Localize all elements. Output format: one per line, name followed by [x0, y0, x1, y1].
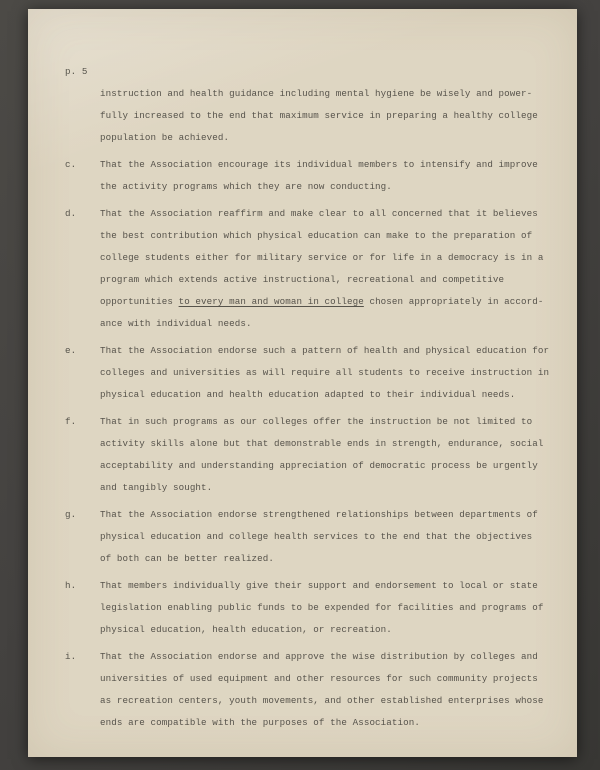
text-line: That the Association reaffirm and make clear to all concerned that it believes [100, 208, 538, 219]
text-line: as recreation centers, youth movements, and other established enterprises whose [100, 695, 544, 706]
text-line: ends are compatible with the purposes of the Association. [100, 717, 420, 728]
item-label: d. [65, 208, 77, 219]
item-row [65, 340, 551, 406]
item-row [65, 575, 551, 641]
text-line: That the Association endorse such a pattern of health and physical education for [100, 345, 550, 356]
item-label: g. [65, 509, 77, 520]
underlined-phrase: to every man and woman in college [178, 296, 364, 307]
item-label: i. [65, 651, 77, 662]
item-row [65, 411, 551, 499]
item-row [65, 646, 551, 734]
item-row [65, 154, 551, 198]
text-line: physical education, health education, or recreation. [100, 624, 392, 635]
text-line: acceptability and understanding appreciation of democratic process be urgently [100, 460, 538, 471]
text-line: colleges and universities as will require all students to receive instruction in [100, 367, 550, 378]
item-text [100, 575, 551, 641]
text-line: universities of used equipment and other resources for such community projects [100, 673, 538, 684]
item-row [65, 203, 551, 335]
text-line: physical education and health education adapted to their individual needs. [100, 389, 516, 400]
text-line: legislation enabling public funds to be expended for facilities and programs of [100, 602, 544, 613]
text-line: That members individually give their support and endorsement to local or state [100, 580, 538, 591]
text-line: the best contribution which physical education can make to the preparation of [100, 230, 533, 241]
text-line: population be achieved. [100, 132, 230, 143]
document-page [28, 9, 577, 757]
item-text [100, 340, 551, 406]
text-line: and tangibly sought. [100, 482, 213, 493]
item-text [100, 154, 551, 198]
text-line: of both can be better realized. [100, 553, 275, 564]
item-text [100, 411, 551, 499]
text-segment: chosen appropriately in accord- [363, 296, 544, 307]
text-line: activity skills alone but that demonstrable ends in strength, endurance, social [100, 438, 544, 449]
text-line: instruction and health guidance including mental hygiene be wisely and power- [100, 88, 533, 99]
text-segment: opportunities [100, 296, 179, 307]
text-line: physical education and college health services to the end that the objectives [100, 531, 533, 542]
text-line: That in such programs as our colleges offer the instruction be not limited to [100, 416, 533, 427]
item-label: h. [65, 580, 77, 591]
text-line [100, 291, 551, 313]
text-line: program which extends active instructional, recreational and competitive [100, 274, 505, 285]
text-line: fully increased to the end that maximum service in preparing a healthy college [100, 110, 538, 121]
text-line: That the Association encourage its individual members to intensify and improve [100, 159, 538, 170]
item-text [100, 504, 551, 570]
page-content [65, 61, 551, 739]
item-label: e. [65, 345, 77, 356]
text-line: the activity programs which they are now conducting. [100, 181, 392, 192]
item-row [65, 504, 551, 570]
item-text [100, 203, 551, 335]
item-row [65, 83, 551, 149]
item-label [65, 83, 100, 149]
item-label: c. [65, 159, 77, 170]
text-line: That the Association endorse and approve the wise distribution by colleges and [100, 651, 538, 662]
text-line: ance with individual needs. [100, 318, 252, 329]
text-line: college students either for military service or for life in a democracy is in a [100, 252, 544, 263]
item-text [100, 646, 551, 734]
items [65, 83, 551, 734]
item-text [100, 83, 551, 149]
text-line: That the Association endorse strengthened relationships between departments of [100, 509, 538, 520]
page-number: p. 5 [65, 66, 88, 77]
item-label: f. [65, 416, 77, 427]
